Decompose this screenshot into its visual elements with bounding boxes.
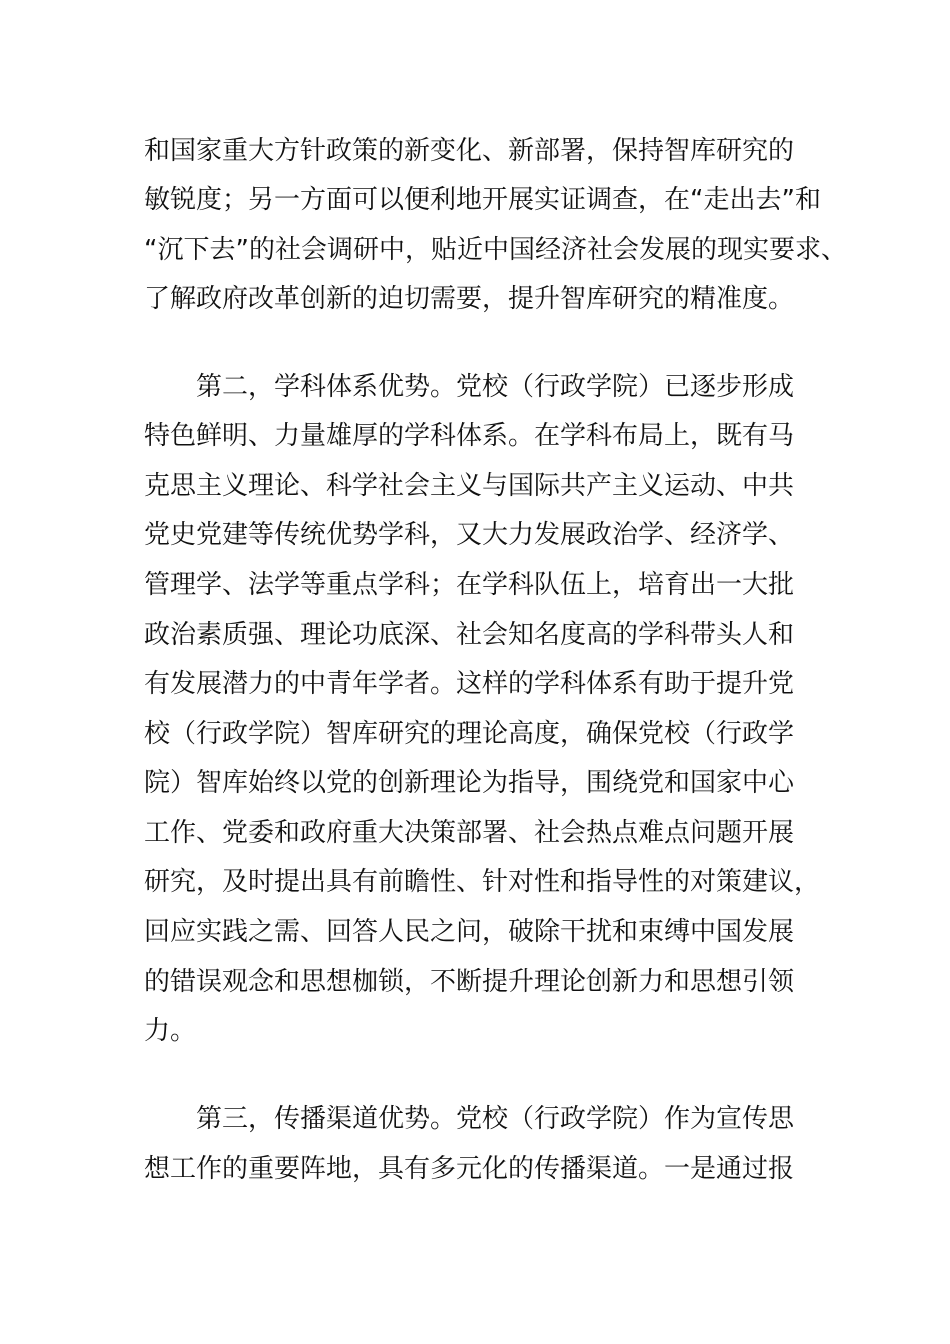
paragraph-1-line-4: 了解政府改革创新的迫切需要，提升智库研究的精准度。 — [144, 284, 795, 314]
paragraph-2-line-13: 的错误观念和思想枷锁，不断提升理论创新力和思想引领 — [144, 967, 795, 997]
paragraph-2-line-3: 克思主义理论、科学社会主义与国际共产主义运动、中共 — [144, 471, 795, 501]
paragraph-2-line-11: 研究，及时提出具有前瞻性、针对性和指导性的对策建议， — [144, 867, 821, 897]
paragraph-2-line-9: 院）智库始终以党的创新理论为指导，围绕党和国家中心 — [144, 768, 795, 798]
paragraph-2-line-8: 校（行政学院）智库研究的理论高度，确保党校（行政学 — [144, 719, 795, 749]
paragraph-2-line-14: 力。 — [144, 1016, 197, 1046]
paragraph-3-line-1: 第三，传播渠道优势。党校（行政学院）作为宣传思 — [196, 1104, 795, 1134]
paragraph-2-line-12: 回应实践之需、回答人民之问，破除干扰和束缚中国发展 — [144, 917, 795, 947]
paragraph-1-line-1: 和国家重大方针政策的新变化、新部署，保持智库研究的 — [144, 136, 795, 166]
paragraph-2-line-1: 第二，学科体系优势。党校（行政学院）已逐步形成 — [196, 372, 795, 402]
paragraph-1-line-2: 敏锐度；另一方面可以便利地开展实证调查，在“走出去”和 — [144, 185, 821, 215]
paragraph-2-line-2: 特色鲜明、力量雄厚的学科体系。在学科布局上，既有马 — [144, 421, 795, 451]
paragraph-2-line-7: 有发展潜力的中青年学者。这样的学科体系有助于提升党 — [144, 669, 795, 699]
paragraph-2-line-4: 党史党建等传统优势学科，又大力发展政治学、经济学、 — [144, 520, 795, 550]
paragraph-2-line-6: 政治素质强、理论功底深、社会知名度高的学科带头人和 — [144, 620, 795, 650]
paragraph-2-line-5: 管理学、法学等重点学科；在学科队伍上，培育出一大批 — [144, 570, 795, 600]
paragraph-3-line-2: 想工作的重要阵地，具有多元化的传播渠道。一是通过报 — [144, 1154, 795, 1184]
paragraph-1-line-3: “沉下去”的社会调研中，贴近中国经济社会发展的现实要求、 — [144, 235, 847, 265]
paragraph-2-line-10: 工作、党委和政府重大决策部署、社会热点难点问题开展 — [144, 818, 795, 848]
